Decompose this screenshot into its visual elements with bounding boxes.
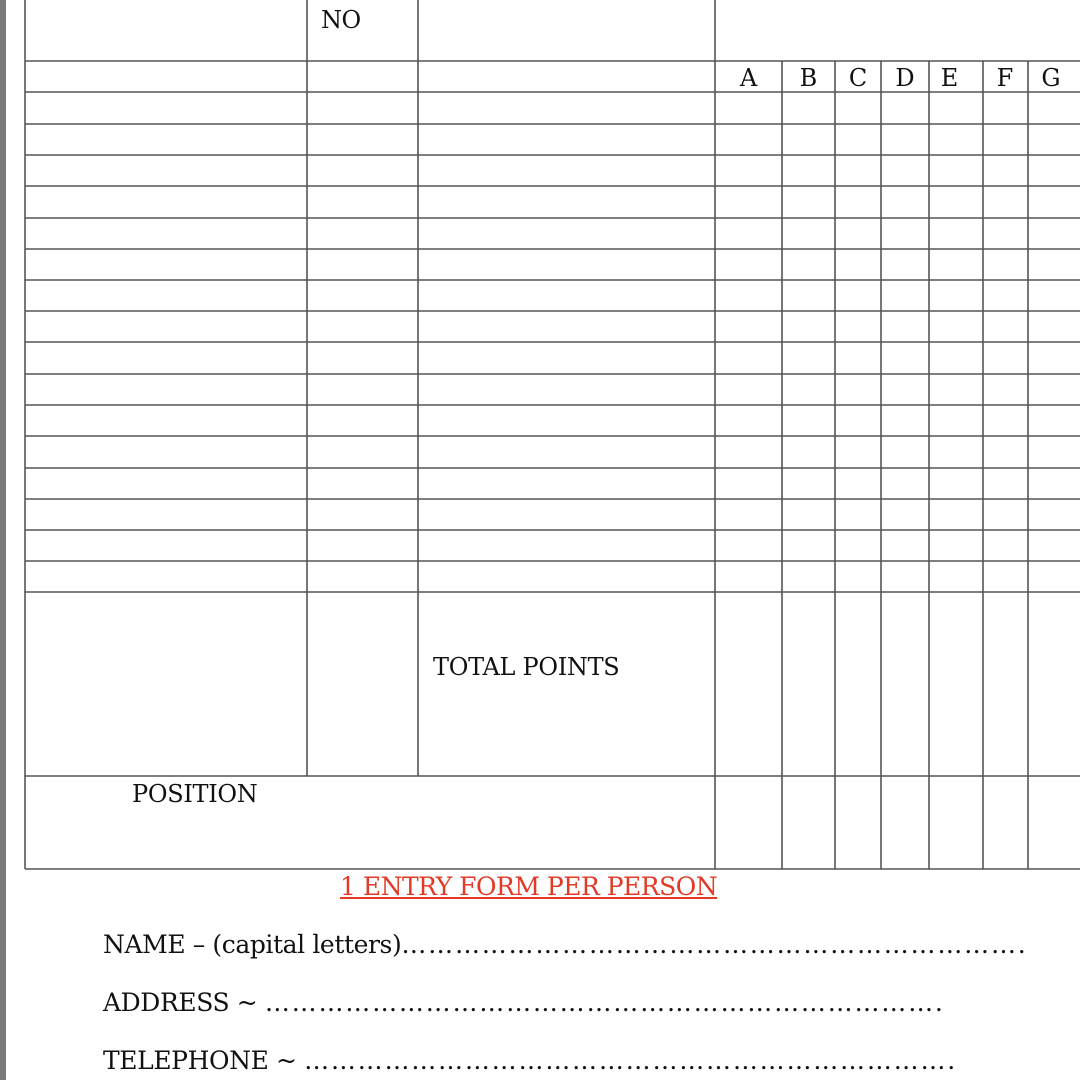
entry-limit-notice: 1 ENTRY FORM PER PERSON [340, 872, 718, 901]
name-field[interactable] [103, 932, 1028, 957]
telephone-field-label: TELEPHONE ~ [103, 1046, 305, 1075]
address-field-label: ADDRESS ~ [103, 988, 265, 1017]
name-field-dots: ……………………………………………………………. [401, 930, 1028, 959]
telephone-field-dots: ………………………………………………………………. [304, 1046, 958, 1075]
column-header-b: B [799, 64, 818, 92]
column-header-g: G [1041, 64, 1061, 92]
name-field-label: NAME – (capital letters) [103, 930, 402, 959]
column-header-e: E [940, 64, 959, 92]
total-points-label: TOTAL POINTS [433, 653, 620, 681]
column-header-f: F [996, 64, 1014, 92]
column-header-a: A [739, 64, 758, 92]
telephone-field[interactable] [103, 1048, 957, 1073]
address-field-dots: …………………………………………………………………. [264, 988, 945, 1017]
column-header-d: D [895, 64, 915, 92]
address-field[interactable] [103, 990, 945, 1015]
no-column-header: NO [321, 6, 361, 34]
column-header-c: C [848, 64, 868, 92]
position-label: POSITION [132, 780, 258, 808]
